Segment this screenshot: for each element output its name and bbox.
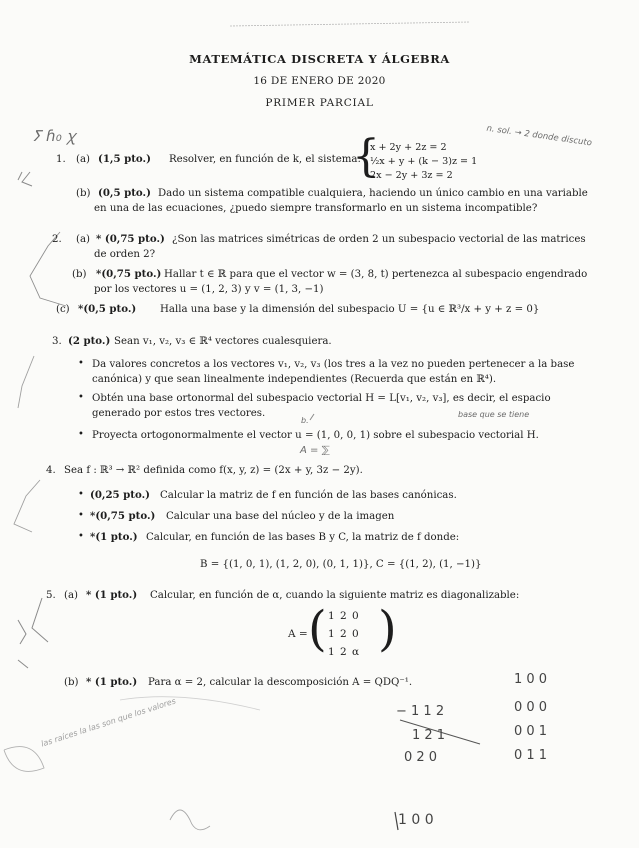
q2c-label: (c) [56, 304, 70, 315]
q2a-label: (a) [76, 234, 91, 245]
matrix-row-1: 1 2 0 [328, 610, 360, 622]
matrix-left-paren: ( [308, 601, 327, 657]
q2b-label: (b) [72, 269, 87, 280]
handwriting-mid-row2: 1 2 1 [412, 728, 446, 743]
q1a-label: (a) [76, 154, 91, 165]
matrix-row-2: 1 2 0 [328, 628, 360, 640]
q4-bullet3-dot: • [78, 531, 84, 542]
q3-number: 3. [52, 336, 62, 347]
q2b-points: *(0,75 pto.) [96, 268, 162, 280]
handwriting-mid-row3: 0 2 0 [404, 750, 438, 765]
handwriting-mid-row1: − 1 1 2 [396, 704, 445, 719]
q3-bullet1-line2: canónica) y que sean linealmente independientes (Recuerda que están en ℝ⁴). [92, 374, 497, 385]
handwriting-matrix-row2: 0 0 0 [514, 700, 548, 715]
q5b-label: (b) [64, 677, 79, 688]
q1a-points: (1,5 pto.) [98, 153, 151, 165]
q2c-text: Halla una base y la dimensión del subespacio U = {u ∈ ℝ³/x + y + z = 0} [160, 304, 540, 315]
handwriting-bottom: 1 0 0 [398, 812, 434, 828]
q4-bases: B = {(1, 0, 1), (1, 2, 0), (0, 1, 1)}, C = {(1, 2), (1, −1)} [200, 559, 482, 570]
q2a-text-line2: de orden 2? [94, 249, 156, 260]
q3-bullet1-dot: • [78, 358, 84, 369]
q5b-text: Para α = 2, calcular la descomposición A = QDQ⁻¹. [148, 677, 413, 688]
handwriting-matrix-row3: 0 0 1 [514, 724, 548, 739]
handwriting-below-u: A = ⅀ [300, 445, 330, 456]
q4-bullet2-dot: • [78, 510, 84, 521]
q4-bullet2-text: Calcular una base del núcleo y de la imagen [166, 511, 395, 522]
q3-bullet1-line1: Da valores concretos a los vectores v₁, v₂, v₃ (los tres a la vez no pueden pertenecer a la base [92, 359, 575, 370]
q2b-text-line1: Hallar t ∈ ℝ para que el vector w = (3, 8, t) pertenezca al subespacio engendrado [164, 269, 588, 280]
q3-text: Sean v₁, v₂, v₃ ∈ ℝ⁴ vectores cualesquiera. [114, 336, 332, 347]
q3-points: (2 pto.) [68, 335, 111, 347]
q5-number: 5. [46, 590, 56, 601]
q5a-points: * (1 pto.) [86, 589, 138, 601]
system-eq-3: 2x − 2y + 3z = 2 [370, 170, 453, 181]
handwriting-near-u: b. [301, 416, 309, 425]
q4-bullet1-text: Calcular la matriz de f en función de las bases canónicas. [160, 490, 457, 501]
q1b-text-line2: en una de las ecuaciones, ¿puedo siempre transformarlo en un sistema incompatible? [94, 203, 538, 214]
exam-date: 16 DE ENERO DE 2020 [253, 75, 386, 87]
q1b-label: (b) [76, 188, 91, 199]
q4-bullet1-points: (0,25 pto.) [90, 489, 150, 501]
q5a-text: Calcular, en función de α, cuando la siguiente matriz es diagonalizable: [150, 590, 520, 601]
q3-bullet3-text: Proyecta ortogonormalmente el vector u = (1, 0, 0, 1) sobre el subespacio vectorial H. [92, 430, 539, 441]
q2a-text-line1: ¿Son las matrices simétricas de orden 2 un subespacio vectorial de las matrices [172, 234, 586, 245]
handwriting-matrix-row4: 0 1 1 [514, 748, 548, 763]
matrix-name: A = [288, 628, 308, 640]
q1-number: 1. [56, 154, 66, 165]
q4-bullet1-dot: • [78, 489, 84, 500]
q3-bullet3-dot: • [78, 429, 84, 440]
q4-bullet3-text: Calcular, en función de las bases B y C, la matriz de f donde: [146, 532, 460, 543]
exam-title: MATEMÁTICA DISCRETA Y ÁLGEBRA [189, 52, 450, 66]
system-eq-2: ½x + y + (k − 3)z = 1 [370, 156, 478, 167]
handwriting-matrix-row1: 1 0 0 [514, 672, 548, 687]
handwriting-bullet2-note: base que se tiene [458, 410, 530, 419]
exam-partial: PRIMER PARCIAL [265, 97, 374, 109]
q4-bullet3-points: *(1 pto.) [90, 531, 138, 543]
q1b-text-line1: Dado un sistema compatible cualquiera, haciendo un único cambio en una variable [158, 188, 588, 199]
q3-bullet2-line2: generado por estos tres vectores. [92, 408, 266, 419]
q4-text: Sea f : ℝ³ → ℝ² definida como f(x, y, z) = (2x + y, 3z − 2y). [64, 465, 363, 476]
system-eq-1: x + 2y + 2z = 2 [370, 142, 447, 153]
q2c-points: *(0,5 pto.) [78, 303, 137, 315]
q3-bullet2-line1: Obtén una base ortonormal del subespacio vectorial H = L[v₁, v₂, v₃], es decir, el espacio [92, 393, 551, 404]
matrix-row-3: 1 2 α [328, 646, 361, 658]
q5b-points: * (1 pto.) [86, 676, 138, 688]
q1b-points: (0,5 pto.) [98, 187, 151, 199]
q2-number: 2. [52, 234, 62, 245]
matrix-right-paren: ) [378, 601, 397, 657]
system-brace: { [352, 131, 380, 182]
q2b-text-line2: por los vectores u = (1, 2, 3) y v = (1, 3, −1) [94, 284, 324, 295]
q4-bullet2-points: *(0,75 pto.) [90, 510, 156, 522]
q3-bullet2-dot: • [78, 392, 84, 403]
handwriting-top-left: ⵢ ɦ₀ ꭓ [32, 127, 75, 145]
q2a-points: * (0,75 pto.) [96, 233, 165, 245]
q4-number: 4. [46, 465, 56, 476]
handwriting-note-right: n. sol. → 2 donde discuto [485, 123, 593, 149]
q1a-text: Resolver, en función de k, el sistema: [169, 154, 361, 165]
q5a-label: (a) [64, 590, 79, 601]
handwriting-bottom-left: las raíces la las son que los valores [40, 696, 177, 749]
